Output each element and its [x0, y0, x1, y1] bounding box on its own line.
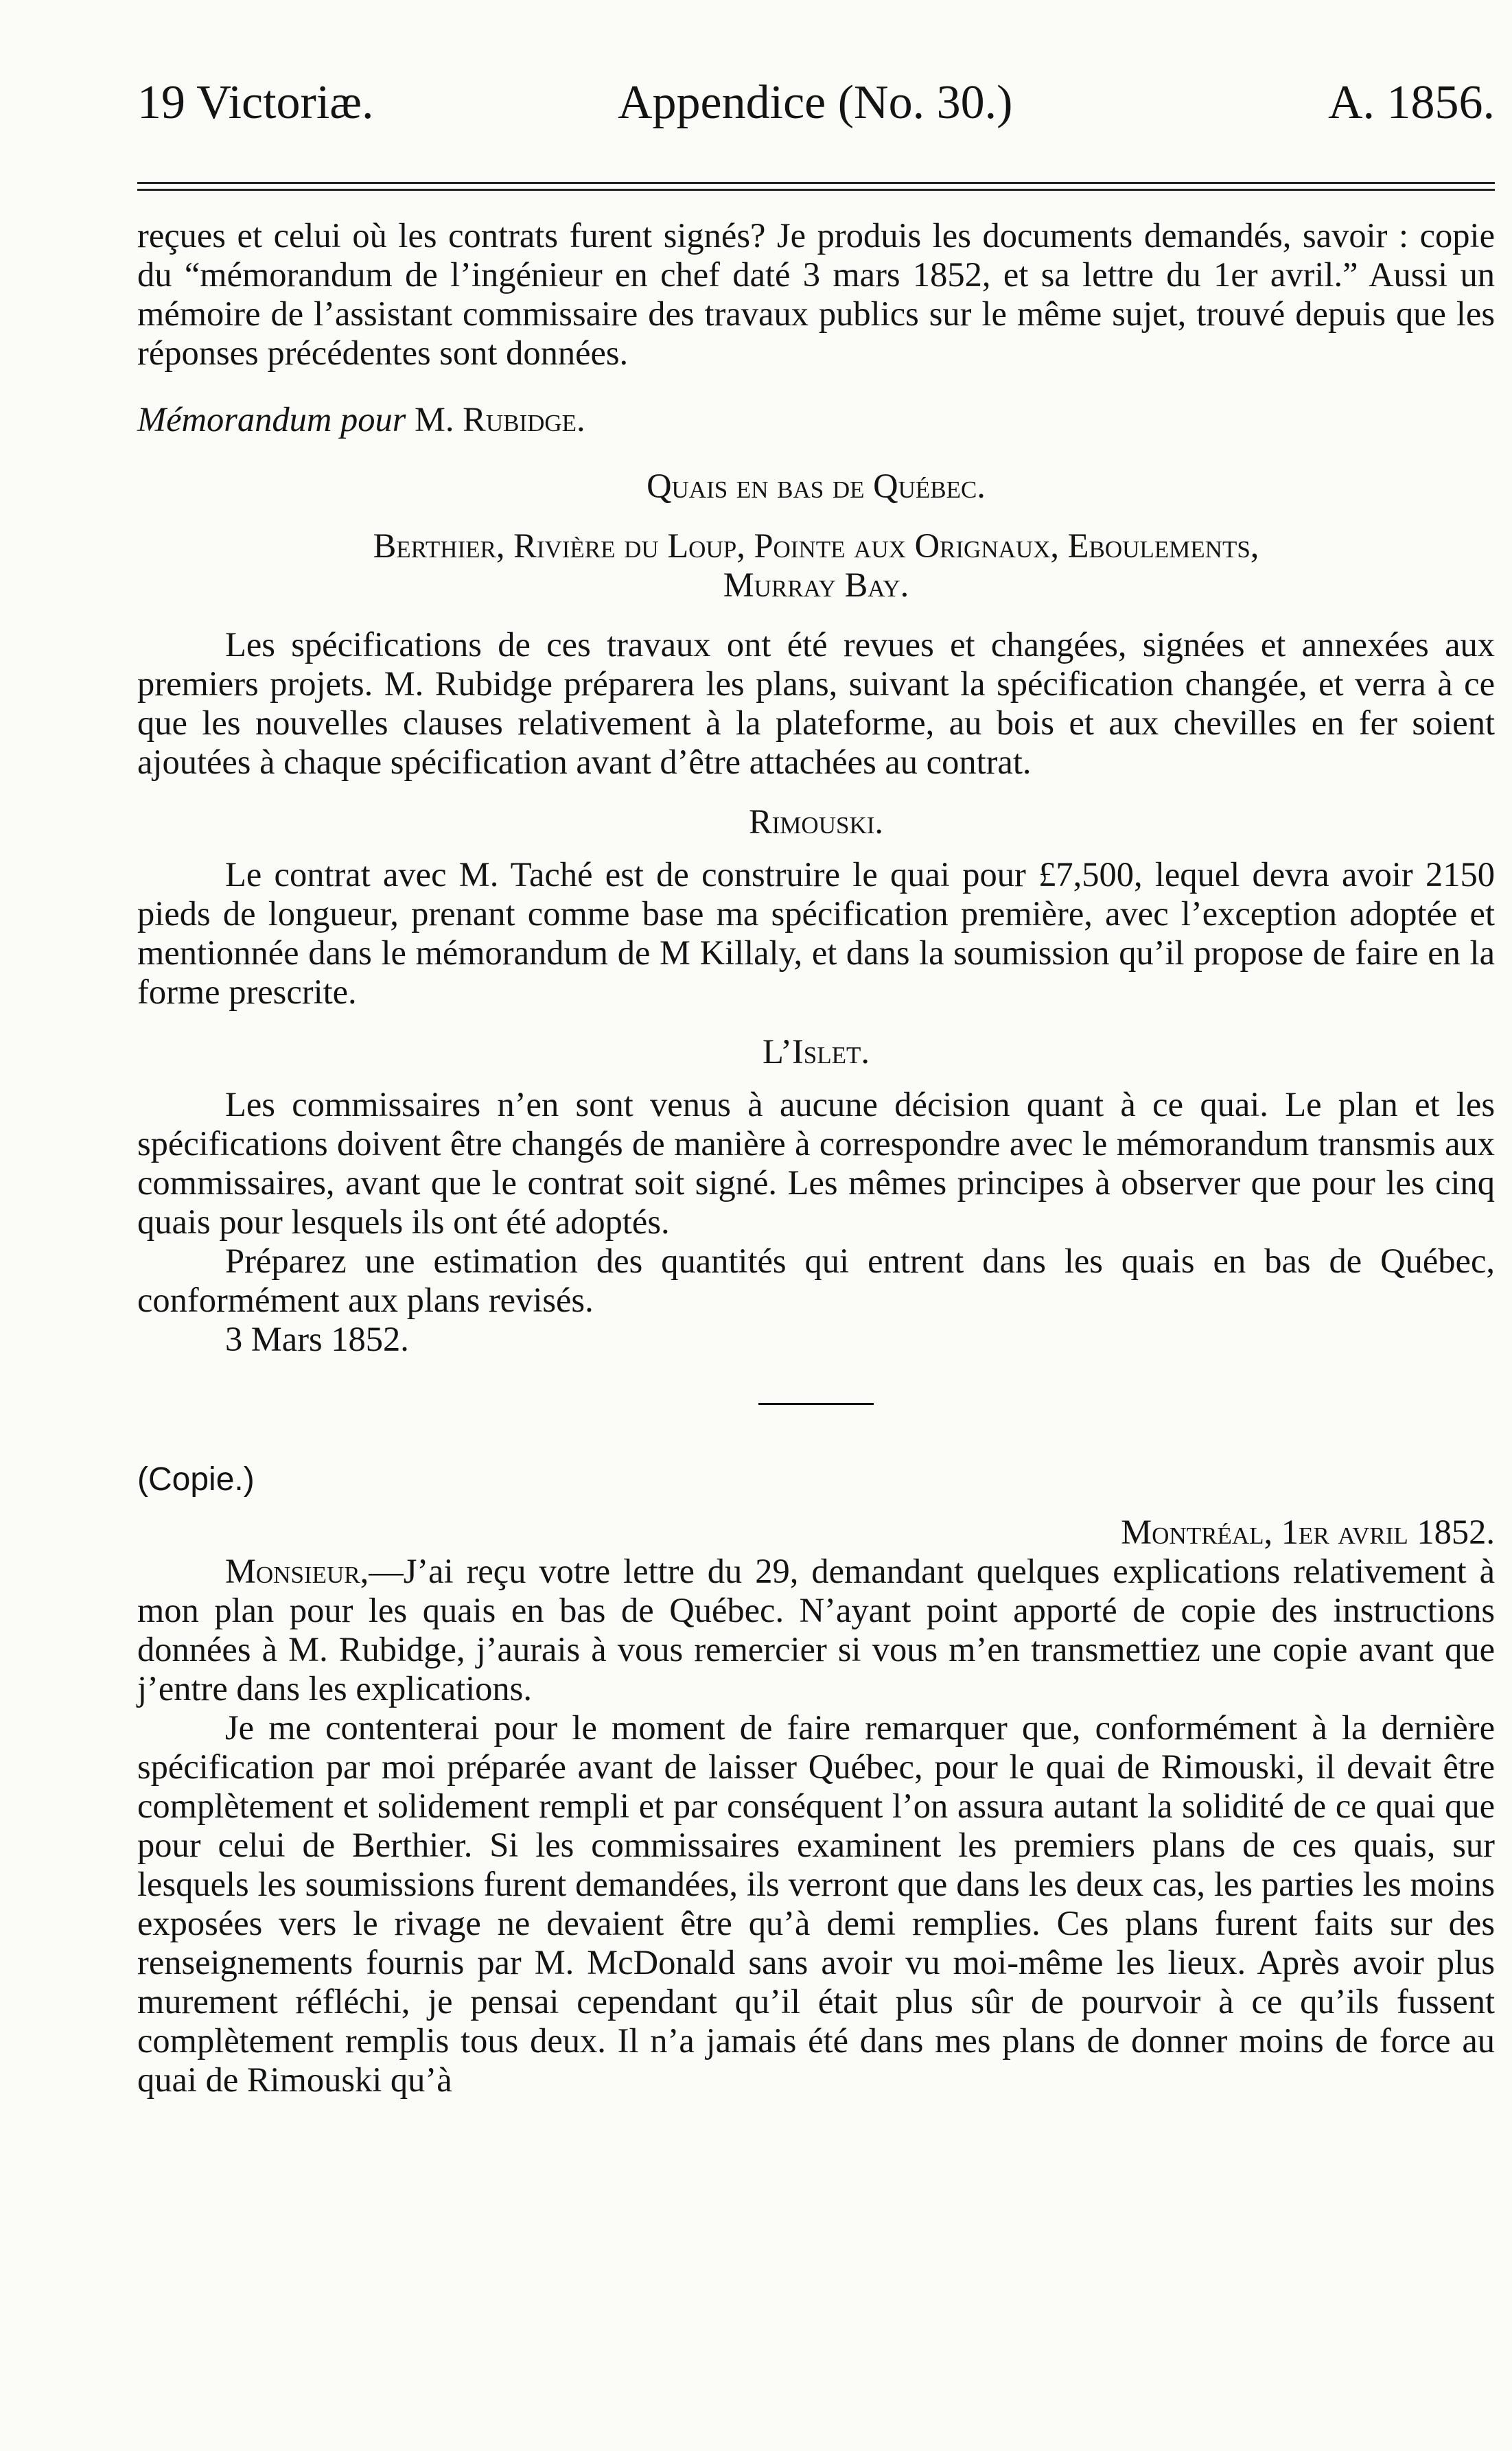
- section-places-line2: Murray Bay.: [723, 566, 909, 604]
- intro-paragraph: reçues et celui où les contrats furent signés? Je produis les documents demandés, savoir : copie du “mémorandum de l’ingénieur en chef daté 3 mars 1852, et sa lettre du 1er avril.” Aussi un mémoire de l’assistant commissaire des travaux publics sur le même sujet, trouvé depuis que les réponses précédentes sont données.: [137, 216, 1495, 372]
- section-rimouski-heading: Rimouski.: [748, 802, 884, 841]
- header-session: 19 Victoriæ.: [137, 76, 374, 129]
- section-divider: [758, 1403, 874, 1405]
- letter-salutation: Monsieur,: [225, 1552, 369, 1590]
- header-rule-top: [137, 182, 1495, 184]
- para-estimation: Préparez une estimation des quantités qui entrent dans les quais en bas de Québec, conformément aux plans revisés.: [137, 1242, 1495, 1319]
- letter-para-1: [137, 1552, 1495, 1708]
- running-header: [137, 75, 1495, 151]
- header-rule-bottom: [137, 189, 1495, 191]
- header-year: A. 1856.: [1327, 76, 1495, 129]
- letter-place-date: Montréal, 1er avril 1852.: [1121, 1513, 1495, 1551]
- memo-heading: [137, 400, 1495, 439]
- para-rimouski: Le contrat avec M. Taché est de construire le quai pour £7,500, lequel devra avoir 2150 pieds de longueur, prenant comme base ma spécification première, avec l’exception adoptée et mentionnée dans le mémorandum de M Killaly, et dans la soumission qu’il propose de faire en la forme prescrite.: [137, 855, 1495, 1011]
- letter-para-1-text: —J’ai reçu votre lettre du 29, demandant quelques explications relativement à mon plan pour les quais en bas de Québec. N’ayant point apporté de copie des instructions données à M. Rubidge, j’aurais à vous remercier si vous m’en transmettiez une copie avant que j’entre dans les explications.: [137, 1552, 1495, 1708]
- memo-heading-name: M. Rubidge.: [414, 400, 585, 439]
- memo-heading-italic: Mémorandum pour: [137, 400, 406, 439]
- memo-date: 3 Mars 1852.: [225, 1320, 409, 1358]
- section-quais-heading: Quais en bas de Québec.: [647, 467, 986, 505]
- para-specifications: Les spécifications de ces travaux ont été revues et changées, signées et annexées aux premiers projets. M. Rubidge préparera les plans, suivant la spécification changée, et verra à ce que les nouvelles clauses relativement à la plateforme, au bois et aux chevilles en fer soient ajoutées à chaque spécification avant d’être attachées au contrat.: [137, 625, 1495, 781]
- copie-label: (Copie.): [137, 1461, 255, 1498]
- header-appendix: Appendice (No. 30.): [618, 76, 1013, 129]
- section-places-line1: Berthier, Rivière du Loup, Pointe aux Orignaux, Eboulements,: [373, 526, 1259, 565]
- letter-para-2: Je me contenterai pour le moment de faire remarquer que, conformément à la dernière spécification par moi préparée avant de laisser Québec, pour le quai de Rimouski, il devait être complètement et solidement rempli et par conséquent l’on assura autant la solidité de ce quai que pour celui de Berthier. Si les commissaires examinent les premiers plans de ces quais, sur lesquels les soumissions furent demandées, ils verront que dans les deux cas, les parties les moins exposées vers le rivage ne devaient être qu’à demi remplies. Ces plans furent faits sur des renseignements fournis par M. McDonald sans avoir vu moi-même les lieux. Après avoir plus murement réfléchi, je pensai cependant qu’il était plus sûr de pourvoir à ce qu’ils fussent complètement remplis tous deux. Il n’a jamais été dans mes plans de donner moins de force au quai de Rimouski qu’à: [137, 1708, 1495, 2099]
- section-islet-heading: L’Islet.: [762, 1032, 870, 1071]
- para-islet: Les commissaires n’en sont venus à aucune décision quant à ce quai. Le plan et les spécifications doivent être changés de manière à correspondre avec le mémorandum transmis aux commissaires, avant que le contrat soit signé. Les mêmes principes à observer que pour les cinq quais pour lesquels ils ont été adoptés.: [137, 1085, 1495, 1241]
- document-page: [137, 75, 1495, 2099]
- page-body: [137, 216, 1495, 2100]
